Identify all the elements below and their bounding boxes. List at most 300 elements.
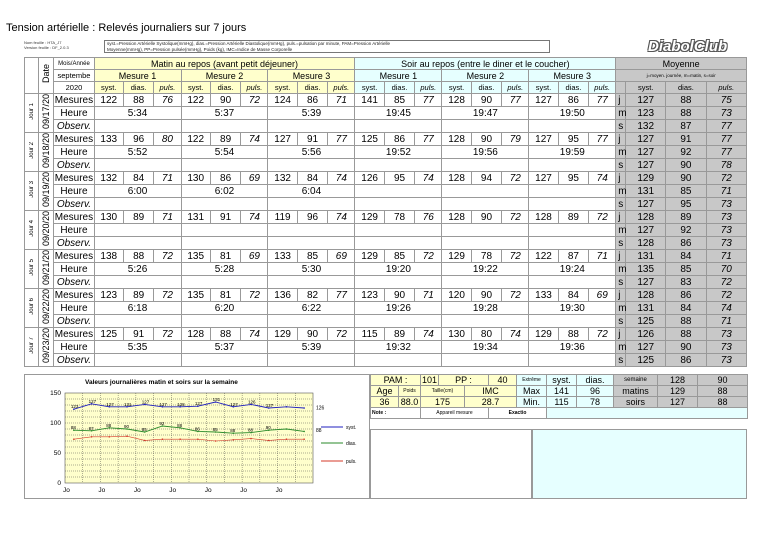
soir-dias-value[interactable]: 95 xyxy=(558,172,588,185)
avg-dias: 86 xyxy=(666,354,706,367)
avg-syst: 127 xyxy=(626,341,666,354)
soir-heure[interactable]: 19:34 xyxy=(442,341,529,354)
observ-cell[interactable] xyxy=(442,354,529,367)
mois-annee-header: Mois/Année xyxy=(54,58,94,70)
soir-dias-value[interactable]: 80 xyxy=(471,328,501,341)
observ-cell[interactable] xyxy=(355,198,442,211)
observ-cell[interactable] xyxy=(94,315,181,328)
soir-syst-value[interactable]: 129 xyxy=(529,328,558,341)
soir-puls-value[interactable]: 72 xyxy=(589,211,616,224)
matin-syst-value[interactable]: 128 xyxy=(181,328,210,341)
data-point xyxy=(126,435,128,437)
soir-heure[interactable]: 19:30 xyxy=(529,302,616,315)
matin-puls-value[interactable]: 71 xyxy=(154,211,181,224)
col-header-dias: dias. xyxy=(471,82,501,94)
soir-syst-value[interactable]: 128 xyxy=(442,211,471,224)
matin-dias-value[interactable]: 96 xyxy=(123,133,153,146)
matin-syst-value[interactable]: 136 xyxy=(268,289,297,302)
soir-heure[interactable] xyxy=(529,224,616,237)
matin-puls-value[interactable]: 72 xyxy=(154,328,181,341)
matin-dias-value[interactable]: 90 xyxy=(210,94,240,107)
col-header-syst: syst. xyxy=(94,82,123,94)
taille-label: Taille(cm) xyxy=(421,386,465,397)
avg-dias: 85 xyxy=(666,263,706,276)
matin-syst-value[interactable]: 131 xyxy=(181,211,210,224)
avg-puls: 70 xyxy=(706,263,746,276)
matin-heure[interactable]: 6:20 xyxy=(181,302,268,315)
matin-dias-value[interactable]: 89 xyxy=(123,289,153,302)
soir-heure[interactable]: 19:52 xyxy=(355,146,442,159)
soir-mesure-1: Mesure 1 xyxy=(355,70,442,82)
soir-dias-value[interactable]: 85 xyxy=(384,94,414,107)
avg-dias: 88 xyxy=(666,107,706,120)
matin-syst-value[interactable]: 130 xyxy=(94,211,123,224)
data-point xyxy=(250,438,252,440)
matin-puls-value[interactable]: 69 xyxy=(241,172,268,185)
matin-puls-value[interactable]: 74 xyxy=(241,328,268,341)
matin-dias-value[interactable]: 91 xyxy=(123,328,153,341)
soir-syst-value[interactable]: 126 xyxy=(355,172,384,185)
observ-cell[interactable] xyxy=(94,354,181,367)
matin-heure[interactable] xyxy=(94,224,181,237)
matin-dias-value[interactable]: 82 xyxy=(297,289,327,302)
matin-syst-value[interactable]: 130 xyxy=(181,172,210,185)
matin-heure[interactable]: 5:30 xyxy=(268,263,355,276)
moyenne-header: Moyenne xyxy=(616,58,747,70)
observ-cell[interactable] xyxy=(529,276,616,289)
col-header-syst: syst. xyxy=(268,82,297,94)
soir-heure[interactable]: 19:59 xyxy=(529,146,616,159)
soir-syst-value[interactable]: 128 xyxy=(529,211,558,224)
observ-cell[interactable] xyxy=(181,276,268,289)
legend-label: puls. xyxy=(346,459,357,465)
matin-dias-value[interactable]: 81 xyxy=(210,250,240,263)
matin-mesure-1: Mesure 1 xyxy=(94,70,181,82)
soir-syst-value[interactable]: 141 xyxy=(355,94,384,107)
matin-puls-value[interactable]: 72 xyxy=(154,250,181,263)
soir-dias-value[interactable]: 95 xyxy=(558,133,588,146)
observ-cell[interactable] xyxy=(355,120,442,133)
matins-label: matins xyxy=(614,386,658,397)
soir-dias-value[interactable]: 90 xyxy=(471,289,501,302)
notes-right[interactable] xyxy=(532,429,747,499)
soir-dias-value[interactable]: 89 xyxy=(558,211,588,224)
matin-heure[interactable]: 5:37 xyxy=(181,107,268,120)
syst-end-label: 126 xyxy=(316,405,325,412)
soir-dias-value[interactable]: 78 xyxy=(471,250,501,263)
soir-heure[interactable]: 19:24 xyxy=(529,263,616,276)
data-point xyxy=(286,438,288,440)
x-tick: Jo xyxy=(204,487,212,494)
matin-dias-value[interactable]: 88 xyxy=(123,94,153,107)
matin-heure[interactable]: 5:37 xyxy=(181,341,268,354)
soir-puls-value[interactable]: 72 xyxy=(502,211,529,224)
matin-syst-value[interactable]: 133 xyxy=(268,250,297,263)
soir-puls-value[interactable]: 71 xyxy=(589,250,616,263)
observ-cell[interactable] xyxy=(268,237,355,250)
soir-puls-value[interactable]: 74 xyxy=(589,172,616,185)
observ-cell[interactable] xyxy=(181,237,268,250)
avg-kind: j xyxy=(616,172,626,185)
avg-col-header-syst: syst. xyxy=(626,82,666,94)
matin-syst-value[interactable]: 122 xyxy=(181,94,210,107)
observ-cell[interactable] xyxy=(94,120,181,133)
soir-puls-value[interactable]: 72 xyxy=(415,250,442,263)
soir-puls-value[interactable]: 71 xyxy=(415,289,442,302)
soir-syst-value[interactable]: 133 xyxy=(529,289,558,302)
observ-cell[interactable] xyxy=(355,159,442,172)
max-label: Max xyxy=(517,386,547,397)
soir-puls-value[interactable]: 77 xyxy=(415,94,442,107)
notes-left[interactable] xyxy=(370,429,532,499)
soir-syst-value[interactable]: 122 xyxy=(529,250,558,263)
matin-dias-value[interactable]: 85 xyxy=(297,250,327,263)
day-label-text: Jour 3 xyxy=(28,181,35,198)
soir-syst-value[interactable]: 123 xyxy=(355,289,384,302)
soir-syst-value[interactable]: 128 xyxy=(442,133,471,146)
soir-puls-value[interactable]: 77 xyxy=(589,133,616,146)
soir-syst-value[interactable]: 115 xyxy=(355,328,384,341)
avg-syst: 125 xyxy=(626,354,666,367)
avg-kind: m xyxy=(616,224,626,237)
observ-cell[interactable] xyxy=(442,276,529,289)
soir-dias-value[interactable]: 89 xyxy=(384,328,414,341)
soir-dias-value[interactable]: 87 xyxy=(558,250,588,263)
soir-puls-value[interactable]: 72 xyxy=(589,328,616,341)
observ-cell[interactable] xyxy=(529,315,616,328)
matin-puls-value[interactable]: 71 xyxy=(154,172,181,185)
soir-syst-value[interactable]: 128 xyxy=(442,94,471,107)
avg-dias: 92 xyxy=(666,146,706,159)
matin-syst-value[interactable]: 135 xyxy=(181,289,210,302)
soir-syst-value[interactable]: 125 xyxy=(355,133,384,146)
matin-heure[interactable]: 5:39 xyxy=(268,107,355,120)
matin-puls-value[interactable]: 72 xyxy=(241,94,268,107)
matin-syst-value[interactable]: 129 xyxy=(268,328,297,341)
soir-heure[interactable]: 19:28 xyxy=(442,302,529,315)
soir-dias-value[interactable]: 78 xyxy=(384,211,414,224)
soir-dias-value[interactable]: 88 xyxy=(558,328,588,341)
matins-syst: 129 xyxy=(658,386,698,397)
col-header-dias: dias. xyxy=(123,82,153,94)
avg-kind: s xyxy=(616,276,626,289)
soir-puls-value[interactable]: 72 xyxy=(502,250,529,263)
observ-cell[interactable] xyxy=(268,198,355,211)
col-header-syst: syst. xyxy=(355,82,384,94)
matin-dias-value[interactable]: 88 xyxy=(210,328,240,341)
observ-cell[interactable] xyxy=(181,120,268,133)
taille-value[interactable]: 175 xyxy=(421,397,465,408)
avg-syst: 127 xyxy=(626,94,666,107)
notes-area-top[interactable] xyxy=(547,408,748,419)
observ-cell[interactable] xyxy=(181,315,268,328)
observ-label: Observ. xyxy=(54,315,94,328)
observ-cell[interactable] xyxy=(442,120,529,133)
soir-dias-value[interactable]: 90 xyxy=(384,289,414,302)
heure-label: Heure xyxy=(54,341,94,354)
soir-heure[interactable]: 19:36 xyxy=(529,341,616,354)
matin-syst-value[interactable]: 123 xyxy=(94,289,123,302)
observ-cell[interactable] xyxy=(181,354,268,367)
observ-cell[interactable] xyxy=(355,315,442,328)
appareil-value[interactable]: Exactio xyxy=(489,408,547,419)
soir-heure[interactable] xyxy=(529,185,616,198)
avg-puls: 71 xyxy=(706,315,746,328)
observ-cell[interactable] xyxy=(442,315,529,328)
sheet-version: Version feuille : DF_2.0.3 xyxy=(24,45,69,50)
matin-heure[interactable]: 6:22 xyxy=(268,302,355,315)
matin-dias-value[interactable]: 84 xyxy=(123,172,153,185)
legend-line-2: Moyenne(mmHg), PP=Pression pulsée(mmHg), Poids (kg), IMC=Indice de Masse Corporelle xyxy=(107,47,293,52)
observ-cell[interactable] xyxy=(181,159,268,172)
soir-dias-value[interactable]: 84 xyxy=(558,289,588,302)
dias-data-label: 88 xyxy=(248,427,254,433)
soir-heure[interactable]: 19:32 xyxy=(355,341,442,354)
soir-puls-value[interactable]: 74 xyxy=(502,328,529,341)
avg-syst: 135 xyxy=(626,263,666,276)
matin-heure[interactable]: 5:35 xyxy=(94,341,181,354)
soir-syst-value[interactable]: 127 xyxy=(529,172,558,185)
observ-cell[interactable] xyxy=(442,237,529,250)
matin-syst-value[interactable]: 132 xyxy=(94,172,123,185)
matin-heure[interactable]: 5:28 xyxy=(181,263,268,276)
weekly-chart xyxy=(24,374,370,499)
soir-dias-value[interactable]: 90 xyxy=(471,211,501,224)
day-label-text: Jour 2 xyxy=(28,142,35,159)
avg-kind: j xyxy=(616,289,626,302)
soir-syst-value[interactable]: 128 xyxy=(442,172,471,185)
measurement-table xyxy=(24,57,747,367)
matin-dias-value[interactable]: 81 xyxy=(210,289,240,302)
matin-puls-value[interactable]: 74 xyxy=(328,211,355,224)
matin-syst-value[interactable]: 135 xyxy=(181,250,210,263)
matin-dias-value[interactable]: 86 xyxy=(297,94,327,107)
matin-puls-value[interactable]: 76 xyxy=(154,94,181,107)
matin-dias-value[interactable]: 86 xyxy=(210,172,240,185)
matin-puls-value[interactable]: 71 xyxy=(328,94,355,107)
avg-kind: m xyxy=(616,263,626,276)
observ-cell[interactable] xyxy=(355,276,442,289)
soir-syst-value[interactable]: 129 xyxy=(355,211,384,224)
matin-puls-value[interactable]: 77 xyxy=(328,289,355,302)
soir-heure[interactable] xyxy=(442,224,529,237)
legend-line-1: syst.=Pression Artérielle Systolique(mmHg), dias.=Pression Artérielle Diastolique(mmHg), puls.=pulsation par minute, PAM=Pression Artérielle xyxy=(107,41,391,46)
matin-syst-value[interactable]: 132 xyxy=(268,172,297,185)
matin-puls-value[interactable]: 74 xyxy=(241,133,268,146)
heure-label: Heure xyxy=(54,185,94,198)
observ-cell[interactable] xyxy=(529,120,616,133)
soir-puls-value[interactable]: 69 xyxy=(589,289,616,302)
col-header-dias: dias. xyxy=(558,82,588,94)
avg-syst: 123 xyxy=(626,107,666,120)
matin-syst-value[interactable]: 138 xyxy=(94,250,123,263)
soir-heure[interactable]: 19:45 xyxy=(355,107,442,120)
observ-cell[interactable] xyxy=(442,198,529,211)
observ-cell[interactable] xyxy=(529,198,616,211)
soir-puls-value[interactable]: 74 xyxy=(415,328,442,341)
x-tick: Jo xyxy=(63,487,70,494)
year-cell: 2020 xyxy=(54,82,94,94)
observ-cell[interactable] xyxy=(94,159,181,172)
avg-kind: m xyxy=(616,185,626,198)
matin-puls-value[interactable]: 80 xyxy=(154,133,181,146)
observ-cell[interactable] xyxy=(268,315,355,328)
matin-puls-value[interactable]: 72 xyxy=(328,328,355,341)
matin-heure[interactable]: 6:18 xyxy=(94,302,181,315)
matin-dias-value[interactable]: 91 xyxy=(297,133,327,146)
matin-dias-value[interactable]: 84 xyxy=(297,172,327,185)
soir-heure[interactable] xyxy=(355,185,442,198)
matin-heure[interactable]: 5:26 xyxy=(94,263,181,276)
matin-puls-value[interactable]: 72 xyxy=(241,289,268,302)
matin-puls-value[interactable]: 72 xyxy=(154,289,181,302)
avg-dias: 84 xyxy=(666,250,706,263)
matin-syst-value[interactable]: 122 xyxy=(94,94,123,107)
observ-cell[interactable] xyxy=(268,159,355,172)
date-cell xyxy=(39,172,54,211)
soir-dias-value[interactable]: 86 xyxy=(384,133,414,146)
soir-puls-value[interactable]: 76 xyxy=(415,211,442,224)
soir-heure[interactable]: 19:20 xyxy=(355,263,442,276)
dias-data-label: 86 xyxy=(194,426,200,432)
avg-puls: 77 xyxy=(706,146,746,159)
matin-heure[interactable]: 5:54 xyxy=(181,146,268,159)
matin-heure[interactable]: 5:34 xyxy=(94,107,181,120)
soir-puls-value[interactable]: 79 xyxy=(502,133,529,146)
matin-heure[interactable]: 6:00 xyxy=(94,185,181,198)
soir-heure[interactable] xyxy=(355,224,442,237)
poids-value[interactable]: 88.0 xyxy=(399,397,421,408)
soir-syst-value[interactable]: 127 xyxy=(529,94,558,107)
observ-cell[interactable] xyxy=(94,237,181,250)
age-value[interactable]: 36 xyxy=(371,397,399,408)
matin-dias-value[interactable]: 89 xyxy=(210,133,240,146)
matin-syst-value[interactable]: 125 xyxy=(94,328,123,341)
avg-kind: s xyxy=(616,315,626,328)
soir-puls-value[interactable]: 77 xyxy=(415,133,442,146)
matin-puls-value[interactable]: 77 xyxy=(328,133,355,146)
soir-dias-value[interactable]: 86 xyxy=(558,94,588,107)
matin-heure[interactable]: 5:56 xyxy=(268,146,355,159)
matin-heure[interactable] xyxy=(268,224,355,237)
observ-cell[interactable] xyxy=(442,159,529,172)
soir-dias-value[interactable]: 94 xyxy=(471,172,501,185)
avg-dias: 90 xyxy=(666,341,706,354)
observ-cell[interactable] xyxy=(355,237,442,250)
matin-dias-value[interactable]: 91 xyxy=(210,211,240,224)
soir-dias-value[interactable]: 85 xyxy=(384,250,414,263)
avg-syst: 127 xyxy=(626,133,666,146)
observ-cell[interactable] xyxy=(529,237,616,250)
date-text: 09/21/20 xyxy=(41,250,52,286)
matin-puls-value[interactable]: 69 xyxy=(328,250,355,263)
matin-heure[interactable] xyxy=(181,224,268,237)
observ-cell[interactable] xyxy=(529,159,616,172)
matin-dias-value[interactable]: 96 xyxy=(297,211,327,224)
col-header-puls: puls. xyxy=(589,82,616,94)
soir-syst-value[interactable]: 127 xyxy=(529,133,558,146)
matin-dias-value[interactable]: 89 xyxy=(123,211,153,224)
soir-syst-value[interactable]: 120 xyxy=(442,289,471,302)
sheet-meta xyxy=(24,40,69,50)
soir-puls-value[interactable]: 72 xyxy=(502,289,529,302)
observ-cell[interactable] xyxy=(94,276,181,289)
matin-puls-value[interactable]: 69 xyxy=(241,250,268,263)
data-point xyxy=(215,440,217,442)
matin-syst-value[interactable]: 133 xyxy=(94,133,123,146)
observ-cell[interactable] xyxy=(181,198,268,211)
matin-heure[interactable]: 6:04 xyxy=(268,185,355,198)
matin-dias-value[interactable]: 88 xyxy=(123,250,153,263)
observ-cell[interactable] xyxy=(94,198,181,211)
y-tick: 100 xyxy=(50,420,61,427)
observ-label: Observ. xyxy=(54,198,94,211)
soir-heure[interactable]: 19:26 xyxy=(355,302,442,315)
soir-syst-value[interactable]: 130 xyxy=(442,328,471,341)
soir-syst-value[interactable]: 129 xyxy=(355,250,384,263)
soir-puls-value[interactable]: 72 xyxy=(502,172,529,185)
soir-heure[interactable]: 19:47 xyxy=(442,107,529,120)
soir-puls-value[interactable]: 77 xyxy=(502,94,529,107)
avg-syst: 131 xyxy=(626,185,666,198)
data-point xyxy=(303,438,305,440)
soir-heure[interactable]: 19:50 xyxy=(529,107,616,120)
matin-header: Matin au repos (avant petit déjeuner) xyxy=(94,58,355,70)
avg-syst: 128 xyxy=(626,211,666,224)
day-label-text: Jour 6 xyxy=(28,298,35,316)
soir-puls-value[interactable]: 74 xyxy=(415,172,442,185)
avg-puls: 73 xyxy=(706,198,746,211)
avg-col-header-dias: dias. xyxy=(666,82,706,94)
observ-cell[interactable] xyxy=(529,354,616,367)
observ-cell[interactable] xyxy=(268,276,355,289)
matin-puls-value[interactable]: 74 xyxy=(241,211,268,224)
soir-heure[interactable]: 19:56 xyxy=(442,146,529,159)
observ-cell[interactable] xyxy=(355,354,442,367)
matin-syst-value[interactable]: 124 xyxy=(268,94,297,107)
avg-kind: j xyxy=(616,250,626,263)
soir-heure[interactable]: 19:22 xyxy=(442,263,529,276)
matin-mesure-2: Mesure 2 xyxy=(181,70,268,82)
matin-syst-value[interactable]: 122 xyxy=(181,133,210,146)
observ-cell[interactable] xyxy=(268,120,355,133)
poids-label: Poids xyxy=(399,386,421,397)
soir-syst-value[interactable]: 129 xyxy=(442,250,471,263)
soir-puls-value[interactable]: 77 xyxy=(589,94,616,107)
imc-value: 28.7 xyxy=(465,397,517,408)
soir-dias-value[interactable]: 90 xyxy=(471,94,501,107)
soir-dias-value[interactable]: 90 xyxy=(471,133,501,146)
matin-heure[interactable]: 6:02 xyxy=(181,185,268,198)
soir-dias-value[interactable]: 95 xyxy=(384,172,414,185)
observ-cell[interactable] xyxy=(268,354,355,367)
matin-heure[interactable]: 5:39 xyxy=(268,341,355,354)
soir-heure[interactable] xyxy=(442,185,529,198)
data-point xyxy=(286,428,288,430)
date-cell xyxy=(39,211,54,250)
col-header-dias: dias. xyxy=(297,82,327,94)
matin-syst-value[interactable]: 119 xyxy=(268,211,297,224)
matin-syst-value[interactable]: 127 xyxy=(268,133,297,146)
matin-heure[interactable]: 5:52 xyxy=(94,146,181,159)
avg-kind: j xyxy=(616,133,626,146)
matin-puls-value[interactable]: 74 xyxy=(328,172,355,185)
matin-dias-value[interactable]: 90 xyxy=(297,328,327,341)
max-dias: 96 xyxy=(577,386,614,397)
dias-data-label: 90 xyxy=(124,424,130,429)
notes-area[interactable] xyxy=(370,429,747,499)
abbrev-legend xyxy=(104,40,550,53)
